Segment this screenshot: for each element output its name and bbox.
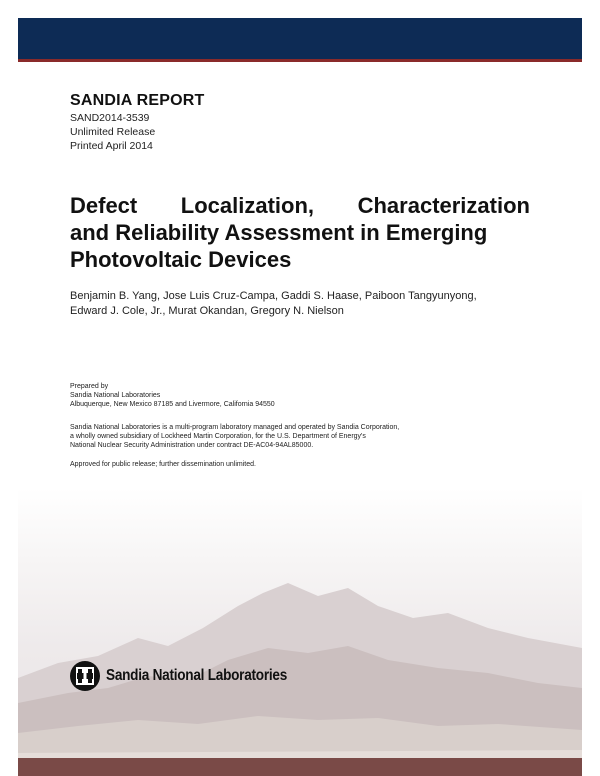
notice-line-1: Sandia National Laboratories is a multi-program laboratory managed and operated by Sandia Corporation, <box>70 424 400 431</box>
mountain-landscape-image <box>18 488 582 776</box>
title-word: Localization, <box>180 193 315 218</box>
title-line-3: Photovoltaic Devices <box>70 247 292 272</box>
author-line-2: Edward J. Cole, Jr., Murat Okandan, Gregory N. Nielson <box>70 305 344 317</box>
notice-line-2: a wholly owned subsidiary of Lockheed Martin Corporation, for the U.S. Department of Energy's <box>70 433 366 440</box>
contract-notice <box>70 423 399 450</box>
header-accent-rule <box>18 59 582 62</box>
prepared-label: Prepared by <box>70 383 109 390</box>
title-line-1 <box>70 192 530 219</box>
title-word: Characterization <box>357 193 530 218</box>
release-status: Unlimited Release <box>70 126 156 138</box>
mountain-illustration <box>18 488 582 776</box>
report-cover <box>18 18 582 776</box>
print-date: Printed April 2014 <box>70 140 153 152</box>
sandia-logo-text: Sandia National Laboratories <box>106 667 288 684</box>
prepared-by-block <box>70 382 275 409</box>
sandia-logo <box>70 661 319 691</box>
prepared-address: Albuquerque, New Mexico 87185 and Livermore, California 94550 <box>70 401 275 408</box>
sandia-thunderbird-icon <box>70 661 100 691</box>
report-label: SANDIA REPORT <box>70 92 205 109</box>
title-line-2: and Reliability Assessment in Emerging <box>70 220 488 245</box>
author-line-1: Benjamin B. Yang, Jose Luis Cruz-Campa, Gaddi S. Haase, Paiboon Tangyunyong, <box>70 290 477 302</box>
title-word: Defect <box>70 193 138 218</box>
report-number: SAND2014-3539 <box>70 112 150 124</box>
report-title <box>70 192 530 273</box>
report-meta <box>70 111 155 153</box>
footer-band <box>18 758 582 776</box>
notice-line-3: National Nuclear Security Administration under contract DE-AC04-94AL85000. <box>70 442 314 449</box>
header-band <box>18 18 582 59</box>
prepared-org: Sandia National Laboratories <box>70 392 161 399</box>
approval-statement: Approved for public release; further dissemination unlimited. <box>70 461 256 468</box>
author-list <box>70 289 540 319</box>
